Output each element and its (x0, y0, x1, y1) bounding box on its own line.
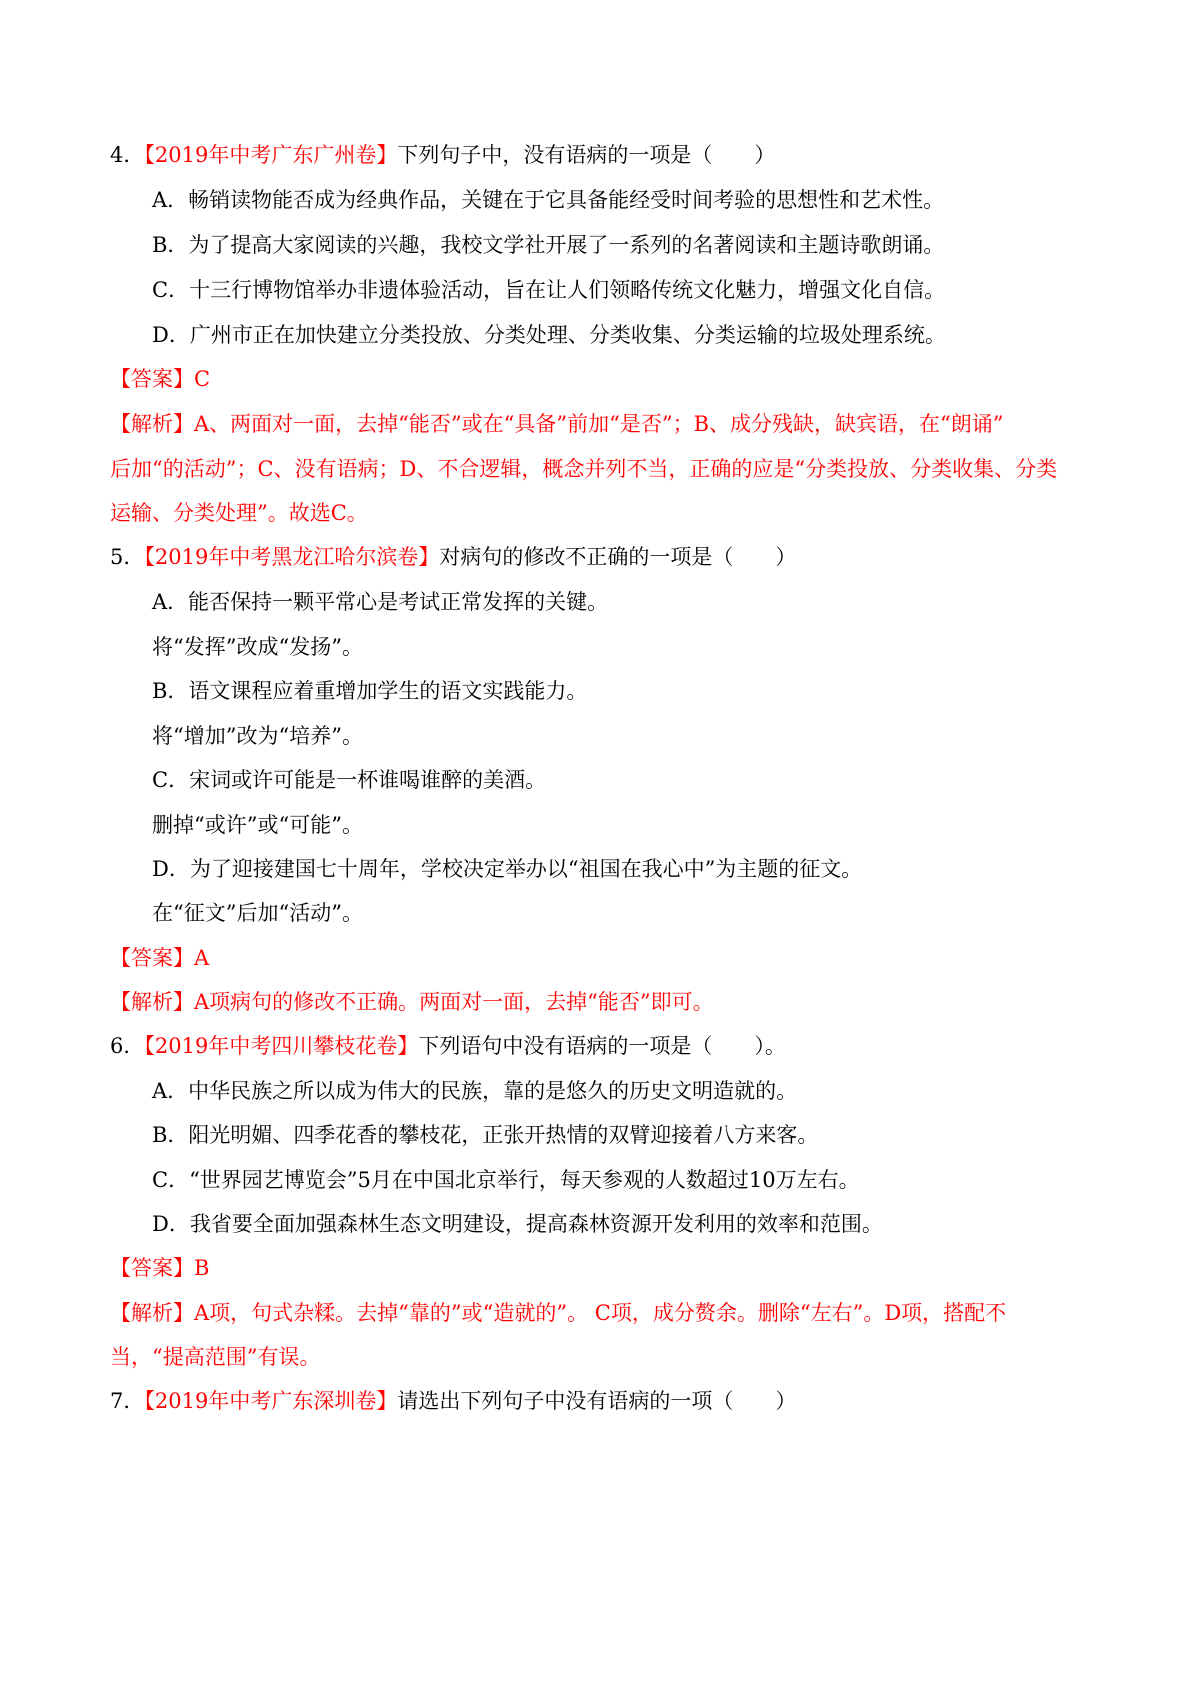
q4-option-c: C．十三行博物馆举办非遗体验活动，旨在让人们领略传统文化魅力，增强文化自信。 (152, 278, 946, 302)
q4-explanation-line-3: 运输、分类处理”。故选C。 (110, 501, 368, 525)
question-text: 请选出下列句子中没有语病的一项（ ） (397, 1389, 797, 1413)
q5-option-b: B．语文课程应着重增加学生的语文实践能力。 (152, 679, 588, 703)
q6-option-a: A．中华民族之所以成为伟大的民族，靠的是悠久的历史文明造就的。 (152, 1079, 798, 1103)
q4-explanation-line-2: 后加“的活动”；C、没有语病；D、不合逻辑，概念并列不当，正确的应是“分类投放、分类收集、分类 (110, 457, 1058, 481)
question-source: 【2019年中考四川攀枝花卷】 (144, 1034, 419, 1058)
question-number: 7． (110, 1389, 145, 1413)
q5-option-c: C．宋词或许可能是一杯谁喝谁醉的美酒。 (152, 768, 547, 792)
q4-option-d: D．广州市正在加快建立分类投放、分类处理、分类收集、分类运输的垃圾处理系统。 (152, 323, 946, 347)
question-source: 【2019年中考广东深圳卷】 (144, 1389, 398, 1413)
q6-option-c: C．“世界园艺博览会”5月在中国北京举行，每天参观的人数超过10万左右。 (152, 1168, 860, 1192)
question-number: 5． (110, 545, 145, 569)
question-6-stem (110, 1031, 1100, 1061)
q6-option-d: D．我省要全面加强森林生态文明建设，提高森林资源开发利用的效率和范围。 (152, 1212, 883, 1236)
q5-option-d-fix: 在“征文”后加“活动”。 (152, 901, 363, 925)
q5-explanation-line-1: 【解析】A项病句的修改不正确。两面对一面，去掉“能否”即可。 (110, 990, 714, 1014)
question-source: 【2019年中考广东广州卷】 (144, 143, 398, 167)
q5-option-b-fix: 将“增加”改为“培养”。 (152, 724, 363, 748)
question-source: 【2019年中考黑龙江哈尔滨卷】 (144, 545, 440, 569)
question-5-stem (110, 542, 1100, 572)
q5-option-a-fix: 将“发挥”改成“发扬”。 (152, 635, 363, 659)
q5-option-c-fix: 删掉“或许”或“可能”。 (152, 813, 363, 837)
q5-option-a: A．能否保持一颗平常心是考试正常发挥的关键。 (152, 590, 609, 614)
q5-option-d: D．为了迎接建国七十周年，学校决定举办以“祖国在我心中”为主题的征文。 (152, 857, 863, 881)
question-number: 6． (110, 1034, 145, 1058)
q6-explanation-line-2: 当，“提高范围”有误。 (110, 1345, 321, 1369)
q6-option-b: B．阳光明媚、四季花香的攀枝花，正张开热情的双臂迎接着八方来客。 (152, 1123, 819, 1147)
question-text: 下列语句中没有语病的一项是（ ）。 (418, 1034, 786, 1058)
q6-answer: 【答案】B (110, 1256, 210, 1280)
q4-explanation-line-1: 【解析】A、两面对一面，去掉“能否”或在“具备”前加“是否”；B、成分残缺，缺宾语，在“朗诵” (110, 412, 1004, 436)
q6-explanation-line-1: 【解析】A项，句式杂糅。去掉“靠的”或“造就的”。 C项，成分赘余。删除“左右”。D项，搭配不 (110, 1301, 1007, 1325)
question-text: 对病句的修改不正确的一项是（ ） (439, 545, 797, 569)
q4-option-a: A．畅销读物能否成为经典作品，关键在于它具备能经受时间考验的思想性和艺术性。 (152, 188, 945, 212)
q4-answer: 【答案】C (110, 367, 211, 391)
question-4-stem (110, 140, 1100, 170)
q5-answer: 【答案】A (110, 946, 210, 970)
q4-option-b: B．为了提高大家阅读的兴趣，我校文学社开展了一系列的名著阅读和主题诗歌朗诵。 (152, 233, 945, 257)
question-text: 下列句子中，没有语病的一项是（ ） (397, 143, 776, 167)
question-number: 4． (110, 143, 145, 167)
question-7-stem (110, 1386, 1100, 1416)
